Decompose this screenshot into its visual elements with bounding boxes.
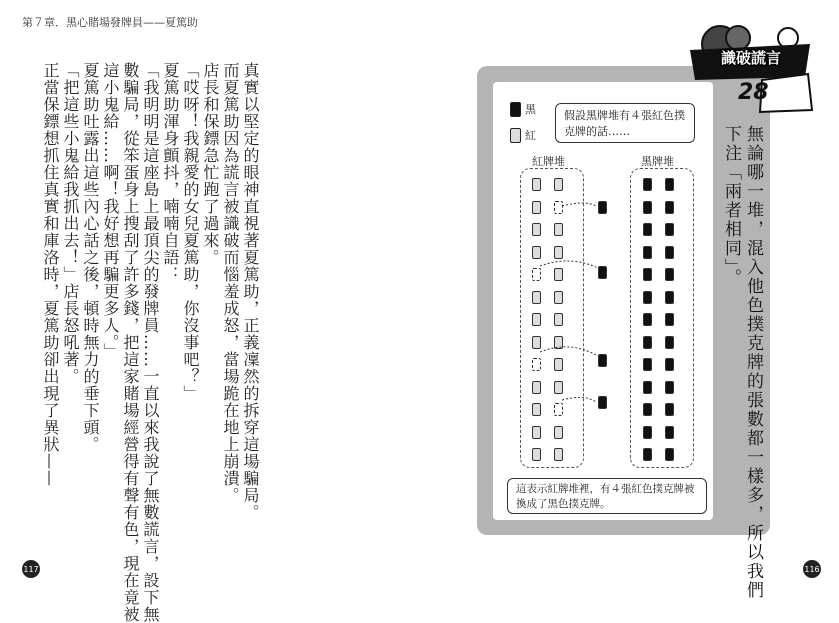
body-column: 「把這些小鬼給我抓出去！」店長怒吼著。: [61, 62, 80, 385]
legend-black: 黑: [510, 100, 536, 118]
body-column: 店長和保鏢急忙跑了過來。: [201, 62, 220, 266]
speech-bubble-top: 假設黑牌堆有４張紅色撲克牌的話……: [555, 103, 695, 143]
body-column: 數騙局，從笨蛋身上搜刮了許多錢，把這家賭場經營得有聲有色，現在竟被: [121, 62, 140, 623]
explanation-line: 無論哪一堆，混入他色撲克牌的張數都一樣多，所以我們: [743, 125, 763, 600]
body-column: 真實以堅定的眼神直視著夏篤助，正義凜然的拆穿這場騙局。: [241, 62, 260, 521]
body-column: 而夏篤助因為謊言被識破而惱羞成怒，當場跪在地上崩潰。: [221, 62, 240, 504]
body-column: 夏篤助渾身顫抖，喃喃自語：: [161, 62, 180, 283]
explanation-line: 下注「兩者相同」。: [721, 125, 741, 288]
body-column: 這小鬼給……啊！我好想再騙更多人。」: [101, 62, 120, 360]
body-column: 「我明明是這座島上最頂尖的發牌員……一直以來我說了無數謊言，設下無: [141, 62, 160, 623]
speech-bubble-bottom: 這表示紅牌堆裡，有４張紅色撲克牌被換成了黑色撲克牌。: [507, 478, 707, 514]
red-pile-label: 紅牌堆: [532, 155, 565, 168]
badge-number: 28: [738, 80, 769, 105]
page-number-left: 117: [22, 560, 40, 578]
badge-title: 識破謊言: [720, 48, 781, 67]
body-column: 「哎呀！我親愛的女兒夏篤助，你沒事吧？」: [181, 62, 200, 402]
black-pile-label: 黑牌堆: [641, 155, 674, 168]
body-column: 正當保鏢想抓住真實和庫洛時，夏篤助卻出現了異狀——: [41, 62, 60, 487]
running-header: 第７章．黑心賭場發牌員——夏篤助: [22, 16, 198, 29]
page-number-right: 116: [803, 560, 821, 578]
body-column: 夏篤助吐露出這些內心話之後，頓時無力的垂下頭。: [81, 62, 100, 453]
legend-red: 紅: [510, 126, 536, 144]
